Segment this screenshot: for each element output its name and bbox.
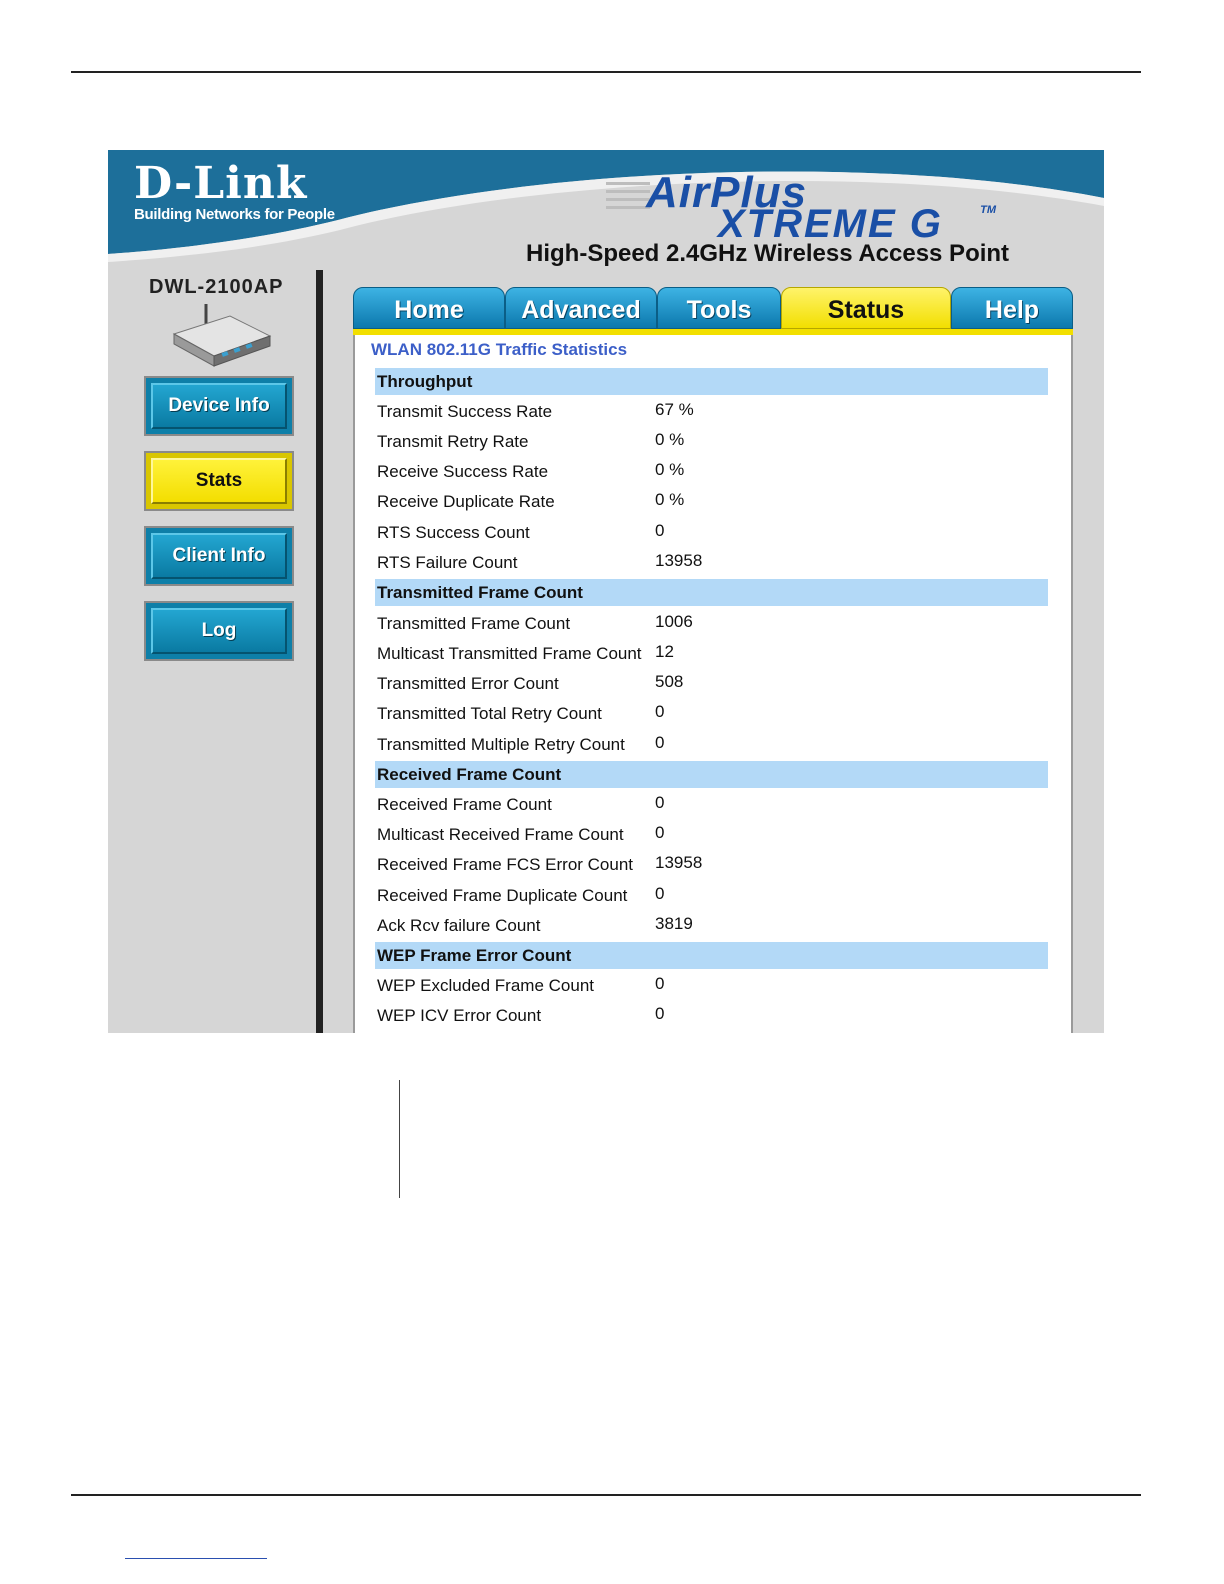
tab-label: Home — [394, 296, 464, 324]
stat-label: Receive Success Rate — [377, 462, 549, 481]
access-point-device-icon — [166, 300, 276, 370]
stat-row — [375, 669, 1048, 699]
tab-label: Help — [984, 296, 1040, 324]
trademark-mark: TM — [980, 204, 996, 216]
stat-label: Ack Rcv failure Count — [377, 916, 541, 935]
stat-row — [375, 911, 1048, 941]
page-title: WLAN 802.11G Traffic Statistics — [371, 340, 628, 359]
margin-vertical-rule — [399, 1080, 400, 1198]
stat-row — [375, 1001, 1048, 1031]
stat-value: 0 % — [655, 430, 685, 449]
stat-label: Multicast Transmitted Frame Count — [377, 644, 642, 663]
stat-label: Transmit Success Rate — [377, 402, 553, 421]
stat-label: Transmit Retry Rate — [377, 432, 529, 451]
stat-value: 0 — [655, 1004, 665, 1023]
stat-value: 0 — [655, 793, 665, 812]
stat-row — [375, 639, 1048, 669]
stat-row — [375, 487, 1048, 517]
stat-label: RTS Failure Count — [377, 553, 518, 572]
stat-value: 0 — [655, 733, 665, 752]
stat-value: 508 — [655, 672, 684, 691]
stat-value: 0 — [655, 823, 665, 842]
sidebar-item-label: Stats — [195, 470, 243, 491]
product-subtitle: High-Speed 2.4GHz Wireless Access Point — [526, 240, 1010, 267]
sidebar-client-info-button[interactable] — [144, 526, 294, 586]
footer-link-underline — [125, 1558, 267, 1559]
stat-row — [375, 850, 1048, 880]
sidebar-item-label: Client Info — [172, 545, 266, 566]
brand-tagline: Building Networks for People — [134, 206, 335, 223]
section-title: Received Frame Count — [377, 765, 562, 784]
section-header-throughput — [375, 368, 1048, 395]
stat-row — [375, 971, 1048, 1001]
tab-label: Advanced — [521, 296, 641, 324]
stat-label: Transmitted Total Retry Count — [377, 704, 602, 723]
product-logo — [646, 168, 996, 248]
sidebar-item-label: Device Info — [168, 395, 270, 416]
stat-label: Transmitted Frame Count — [377, 614, 571, 633]
stat-value: 13958 — [655, 551, 703, 570]
stat-label: Multicast Received Frame Count — [377, 825, 624, 844]
router-admin-screenshot — [108, 150, 1104, 1033]
stat-row — [375, 427, 1048, 457]
section-title: Throughput — [377, 372, 473, 391]
stat-row — [375, 548, 1048, 578]
section-header-wep — [375, 942, 1048, 969]
tab-home[interactable] — [353, 287, 505, 329]
stat-label: Received Frame Count — [377, 795, 552, 814]
sidebar-divider — [316, 270, 323, 1033]
stat-value: 1006 — [655, 612, 693, 631]
stat-value: 0 — [655, 702, 665, 721]
tab-tools[interactable] — [657, 287, 781, 329]
stat-row — [375, 609, 1048, 639]
stat-value: 0 — [655, 974, 665, 993]
stat-label: Transmitted Multiple Retry Count — [377, 735, 625, 754]
stat-row — [375, 518, 1048, 548]
stat-value: 67 % — [655, 400, 694, 419]
main-tab-bar — [353, 287, 1073, 329]
model-name: DWL-2100AP — [149, 276, 284, 298]
sidebar-log-button[interactable] — [144, 601, 294, 661]
tab-status[interactable] — [781, 287, 951, 329]
stat-row — [375, 699, 1048, 729]
stat-row — [375, 820, 1048, 850]
stat-label: Received Frame Duplicate Count — [377, 886, 628, 905]
stat-row — [375, 790, 1048, 820]
stat-value: 0 % — [655, 490, 685, 509]
sidebar-stats-button[interactable] — [144, 451, 294, 511]
tab-label: Status — [827, 296, 905, 324]
page-bottom-rule — [71, 1494, 1141, 1496]
section-title: Transmitted Frame Count — [377, 583, 583, 602]
stat-value: 0 — [655, 884, 665, 903]
sidebar-device-info-button[interactable] — [144, 376, 294, 436]
dlink-logo — [134, 160, 335, 223]
speed-lines-icon — [606, 182, 650, 214]
product-line1: AirPlus — [646, 168, 808, 217]
stat-value: 0 — [655, 521, 665, 540]
sidebar-item-label: Log — [201, 620, 237, 641]
section-title: WEP Frame Error Count — [377, 946, 572, 965]
tab-help[interactable] — [951, 287, 1073, 329]
stats-panel — [353, 335, 1073, 1033]
stat-row — [375, 881, 1048, 911]
stat-row — [375, 730, 1048, 760]
stat-label: Received Frame FCS Error Count — [377, 855, 634, 874]
section-header-transmitted — [375, 579, 1048, 606]
stat-value: 13958 — [655, 853, 703, 872]
tab-label: Tools — [686, 296, 752, 324]
section-header-received — [375, 761, 1048, 788]
stat-row — [375, 457, 1048, 487]
brand-name: D-Link — [134, 158, 308, 209]
stat-label: WEP Excluded Frame Count — [377, 976, 594, 995]
stat-value: 0 % — [655, 460, 685, 479]
product-line2: XTREME G — [718, 202, 943, 246]
stat-row — [375, 397, 1048, 427]
tab-advanced[interactable] — [505, 287, 657, 329]
stat-value: 12 — [655, 642, 674, 661]
stat-label: RTS Success Count — [377, 523, 530, 542]
stat-label: WEP ICV Error Count — [377, 1006, 542, 1025]
stat-label: Receive Duplicate Rate — [377, 492, 555, 511]
stat-label: Transmitted Error Count — [377, 674, 559, 693]
page-top-rule — [71, 71, 1141, 73]
stat-value: 3819 — [655, 914, 693, 933]
